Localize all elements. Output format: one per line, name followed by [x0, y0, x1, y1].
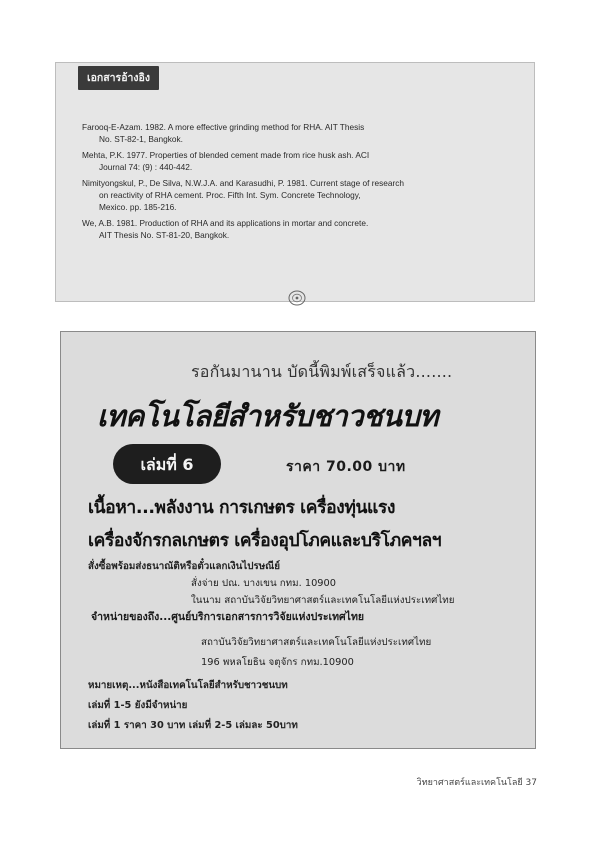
page-footer: วิทยาศาสตร์และเทคโนโลยี 37 — [416, 778, 537, 788]
reference-item — [82, 217, 512, 241]
book-title: เทคโนโลยีสำหรับชาวชนบท — [97, 399, 439, 433]
seal-icon — [288, 290, 306, 306]
institute-name: สถาบันวิจัยวิทยาศาสตร์และเทคโนโลยีแห่งประเทศไทย — [201, 637, 432, 648]
content-line-2: เครื่องจักรกลเกษตร เครื่องอุปโภคและบริโภคฯลฯ — [88, 531, 442, 551]
reference-text: Mexico. pp. 185-216. — [99, 202, 177, 212]
references-heading: เอกสารอ้างอิง — [78, 66, 159, 90]
distributor-line — [91, 608, 364, 625]
distributor-label: จำหน่ายของถึง... — [91, 611, 172, 623]
volumes-price: เล่มที่ 1 ราคา 30 บาท เล่มที่ 2-5 เล่มละ 50บาท — [88, 720, 298, 731]
institute-address: 196 พหลโยธิน จตุจักร กทม.10900 — [201, 657, 354, 668]
payable-to: สั่งจ่าย ปณ. บางเขน กทม. 10900 — [191, 578, 336, 589]
reference-text: Farooq-E-Azam. 1982. A more effective grinding method for RHA. AIT Thesis — [82, 122, 365, 132]
reference-text: Journal 74: (9) : 440-442. — [99, 162, 193, 172]
reference-text: No. ST-82-1, Bangkok. — [99, 134, 183, 144]
distributor-center: ศูนย์บริการเอกสารการวิจัยแห่งประเทศไทย — [171, 611, 365, 623]
reference-text: We, A.B. 1981. Production of RHA and its applications in mortar and concrete. — [82, 218, 369, 228]
price-text: ราคา 70.00 บาท — [286, 459, 406, 475]
reference-item — [82, 121, 512, 145]
volumes-available: เล่มที่ 1-5 ยังมีจำหน่าย — [88, 700, 188, 711]
reference-text: on reactivity of RHA cement. Proc. Fifth Int. Sym. Concrete Technology, — [99, 190, 361, 200]
payee-name: ในนาม สถาบันวิจัยวิทยาศาสตร์และเทคโนโลยีแห่งประเทศไทย — [191, 595, 455, 606]
note-line: หมายเหตุ...หนังสือเทคโนโลยีสำหรับชาวชนบท — [88, 680, 288, 691]
content-line-1: เนื้อหา...พลังงาน การเกษตร เครื่องทุ่นแรง — [88, 498, 396, 518]
references-list — [82, 121, 512, 245]
reference-item — [82, 149, 512, 173]
reference-text: Nimityongskul, P., De Silva, N.W.J.A. and Karasudhi, P. 1981. Current stage of research — [82, 178, 405, 188]
volume-label: เล่มที่ 6 — [140, 455, 194, 474]
book-advertisement — [60, 331, 536, 749]
reference-text: Mehta, P.K. 1977. Properties of blended cement made from rice husk ash. ACI — [82, 150, 370, 160]
ad-tagline: รอกันมานาน บัดนี้พิมพ์เสร็จแล้ว....... — [191, 362, 453, 381]
reference-item — [82, 177, 512, 213]
order-instruction: สั่งซื้อพร้อมส่งธนาณัติหรือตั๋วแลกเงินไปรษณีย์ — [88, 561, 280, 572]
references-box — [55, 62, 535, 302]
reference-text: AIT Thesis No. ST-81-20, Bangkok. — [99, 230, 230, 240]
